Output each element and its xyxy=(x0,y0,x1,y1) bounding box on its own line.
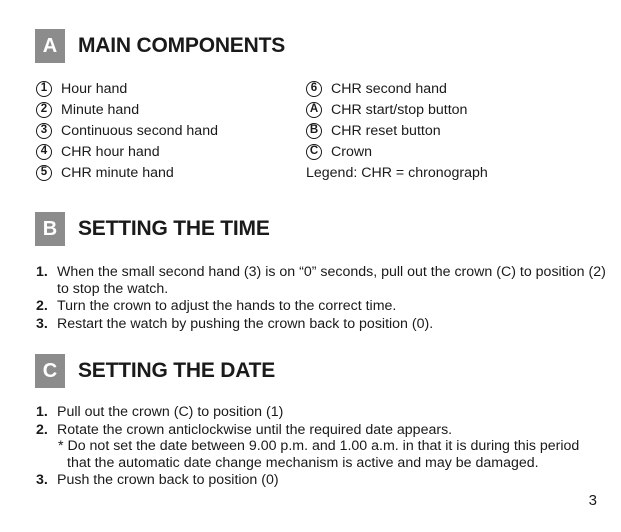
component-item xyxy=(36,79,127,99)
step-text: Push the crown back to position (0) xyxy=(57,472,279,488)
section-a-header xyxy=(35,29,285,63)
step-number: 3. xyxy=(36,472,48,488)
step-text: Turn the crown to adjust the hands to the correct time. xyxy=(57,298,397,314)
step-text: Rotate the crown anticlockwise until the required date appears. xyxy=(57,421,453,438)
letter-circle-icon: A xyxy=(306,102,322,118)
component-label: Hour hand xyxy=(61,81,128,97)
number-circle-icon: 6 xyxy=(306,81,322,97)
component-label: Minute hand xyxy=(61,102,140,118)
component-label: CHR start/stop button xyxy=(331,102,468,118)
component-item xyxy=(306,121,441,141)
component-item xyxy=(306,100,467,120)
components-list xyxy=(36,79,596,189)
legend-text: Legend: CHR = chronograph xyxy=(306,165,488,181)
component-item xyxy=(306,142,372,162)
step-text: When the small second hand (3) is on “0” seconds, pull out the crown (C) to position (2) to stop the watch. xyxy=(57,264,606,297)
section-title: SETTING THE TIME xyxy=(78,217,270,240)
step-item xyxy=(36,472,606,489)
step-number: 1. xyxy=(36,264,48,280)
number-circle-icon: 2 xyxy=(36,102,52,118)
step-item xyxy=(36,404,606,421)
step-number: 3. xyxy=(36,315,48,332)
step-number: 2. xyxy=(36,298,48,314)
step-item xyxy=(36,264,606,297)
step-item xyxy=(36,316,606,333)
number-circle-icon: 5 xyxy=(36,165,52,181)
warning-note: * Do not set the date between 9.00 p.m. and 1.00 a.m. in that it is during this period that the automatic date change mechanism is active and may be damaged. xyxy=(58,438,580,471)
letter-circle-icon: C xyxy=(306,144,322,160)
component-label: Crown xyxy=(331,144,372,160)
section-badge: C xyxy=(35,354,65,388)
component-item xyxy=(36,142,160,162)
section-badge: A xyxy=(35,29,65,63)
step-item xyxy=(36,298,606,315)
section-title: MAIN COMPONENTS xyxy=(78,34,286,57)
date-steps-list xyxy=(36,404,606,490)
component-label: CHR reset button xyxy=(331,123,441,139)
number-circle-icon: 1 xyxy=(36,81,52,97)
component-label: CHR minute hand xyxy=(61,165,174,181)
step-number: 2. xyxy=(36,421,48,438)
component-item xyxy=(36,100,139,120)
step-text: Pull out the crown (C) to position (1) xyxy=(57,404,284,420)
time-steps-list xyxy=(36,264,606,333)
section-badge: B xyxy=(35,212,65,246)
number-circle-icon: 4 xyxy=(36,144,52,160)
step-text: Restart the watch by pushing the crown back to position (0). xyxy=(57,315,434,332)
component-item xyxy=(36,163,174,183)
letter-circle-icon: B xyxy=(306,123,322,139)
component-label: Continuous second hand xyxy=(61,123,218,139)
section-title: SETTING THE DATE xyxy=(78,359,276,382)
component-item xyxy=(306,79,447,99)
section-c-header xyxy=(35,354,275,388)
step-item xyxy=(36,422,606,472)
section-b-header xyxy=(35,212,270,246)
number-circle-icon: 3 xyxy=(36,123,52,139)
component-label: CHR hour hand xyxy=(61,144,160,160)
step-number: 1. xyxy=(36,404,48,420)
page-number: 3 xyxy=(588,492,597,509)
component-item xyxy=(36,121,218,141)
component-label: CHR second hand xyxy=(331,81,447,97)
